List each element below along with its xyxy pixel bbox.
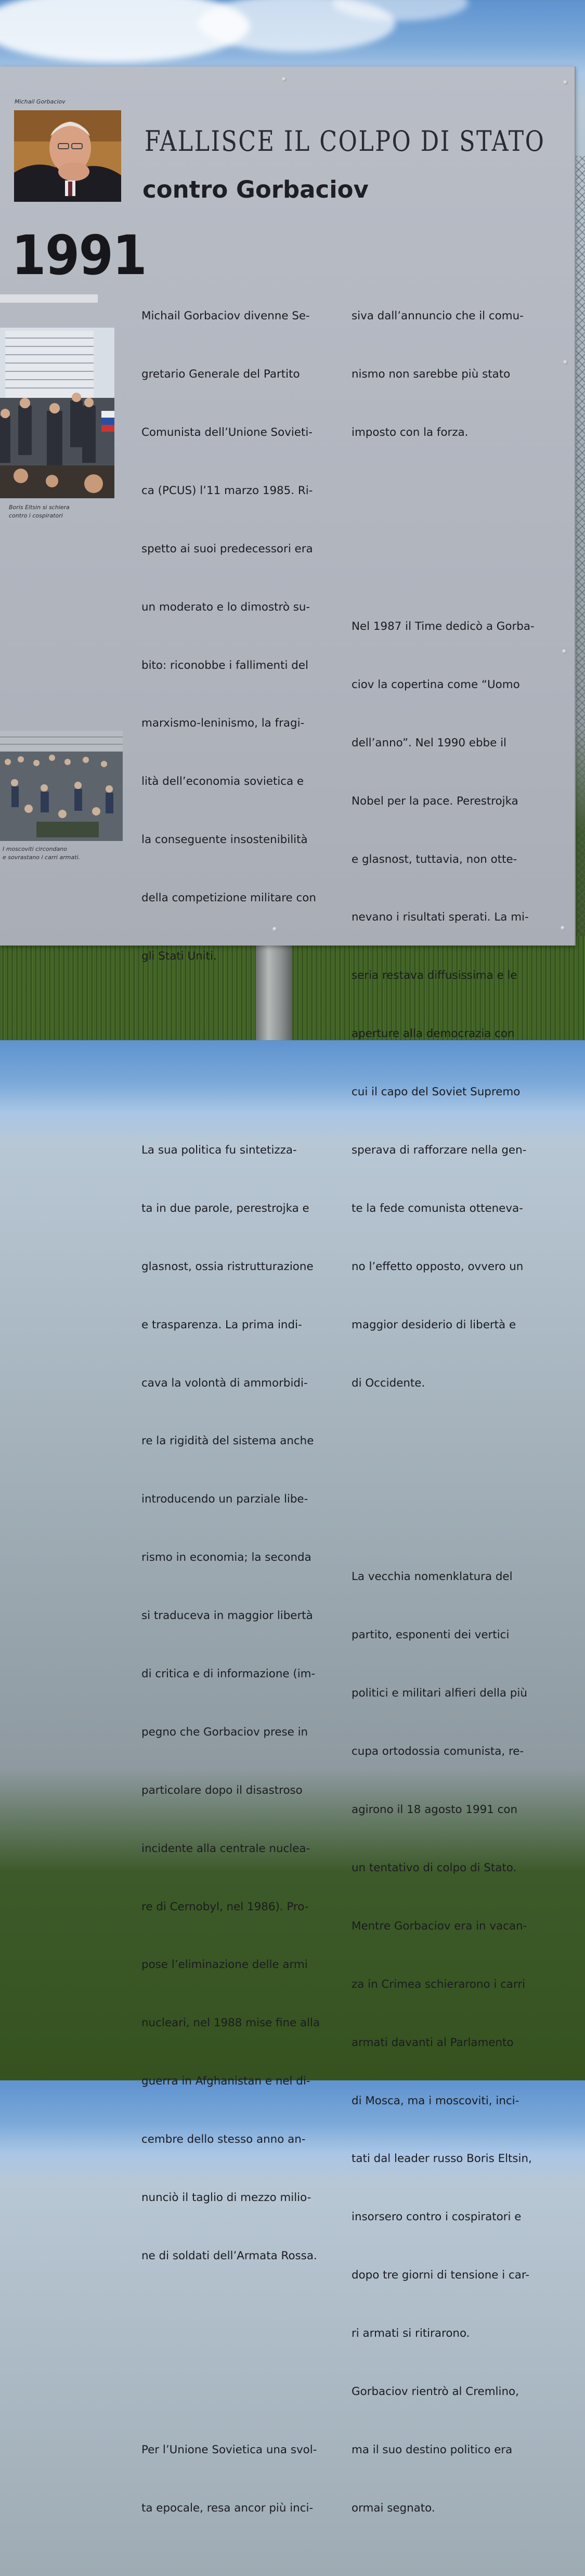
text-line: Comunista dell’Unione Sovieti- xyxy=(141,425,313,439)
photo-caption-crowd-line: I moscoviti circondano xyxy=(3,846,67,852)
text-line: La sua politica fu sintetizza- xyxy=(141,1143,297,1157)
text-line: pegno che Gorbaciov prese in xyxy=(141,1725,308,1739)
text-line: ca (PCUS) l’11 marzo 1985. Ri- xyxy=(141,484,313,497)
text-line: cava la volontà di ammorbidi- xyxy=(141,1376,308,1390)
text-line: un moderato e lo dimostrò su- xyxy=(141,600,310,614)
text-line: siva dall’annuncio che il comu- xyxy=(352,309,524,323)
text-line: lità dell’economia sovietica e xyxy=(141,775,304,788)
text-line: dell’anno”. Nel 1990 ebbe il xyxy=(352,736,506,749)
photo-eltsin-crowd xyxy=(0,328,114,498)
text-line: sperava di rafforzare nella gen- xyxy=(352,1143,527,1157)
photo-caption-eltsin-line: contro i cospiratori xyxy=(9,512,63,519)
text-line: e glasnost, tuttavia, non otte- xyxy=(352,852,517,866)
screw xyxy=(562,649,567,654)
photo-caption-eltsin-line: Boris Eltsin si schiera xyxy=(9,504,70,511)
sign-subtitle: contro Gorbaciov xyxy=(142,176,369,203)
text-line: Nel 1987 il Time dedicò a Gorba- xyxy=(352,619,535,633)
year-label: 1991 xyxy=(11,224,146,287)
text-line: ta epocale, resa ancor più inci- xyxy=(141,2501,314,2515)
text-line: Mentre Gorbaciov era in vacan- xyxy=(352,1919,527,1933)
text-line: si traduceva in maggior libertà xyxy=(141,1609,313,1623)
text-line: glasnost, ossia ristrutturazione xyxy=(141,1260,314,1273)
text-line: gretario Generale del Partito xyxy=(141,368,300,381)
text-line: gli Stati Uniti. xyxy=(141,949,217,963)
photo-caption-eltsin xyxy=(9,503,70,520)
text-line: rismo in economia; la seconda xyxy=(141,1551,311,1564)
text-line: cui il capo del Soviet Supremo xyxy=(352,1085,521,1099)
text-line: ri armati si ritirarono. xyxy=(352,2327,470,2340)
text-line: particolare dopo il disastroso xyxy=(141,1783,303,1797)
text-line: aperture alla democrazia con xyxy=(352,1027,515,1041)
screw xyxy=(282,77,287,82)
text-line: pose l’eliminazione delle armi xyxy=(141,1958,308,1972)
text-line: di Mosca, ma i moscoviti, inci- xyxy=(352,2094,519,2107)
text-line: Michail Gorbaciov divenne Se- xyxy=(141,309,310,323)
text-line: cupa ortodossia comunista, re- xyxy=(352,1745,524,1758)
text-line: incidente alla centrale nuclea- xyxy=(141,1842,310,1855)
text-line: Per l’Unione Sovietica una svol- xyxy=(141,2443,317,2456)
screw xyxy=(561,926,565,930)
text-line: ciov la copertina come “Uomo xyxy=(352,678,520,691)
text-line: za in Crimea schierarono i carri xyxy=(352,1977,526,1991)
text-line: Gorbaciov rientrò al Cremlino, xyxy=(352,2385,519,2398)
text-line: nismo non sarebbe più stato xyxy=(352,368,511,381)
paragraph xyxy=(352,1529,535,2557)
text-line: partito, esponenti dei vertici xyxy=(352,1628,510,1642)
paragraph xyxy=(141,2401,320,2556)
text-line: ne di soldati dell’Armata Rossa. xyxy=(141,2249,317,2262)
photo-caption-gorbaciov: Michail Gorbaciov xyxy=(15,98,66,105)
text-line: armati davanti al Parlamento xyxy=(352,2036,514,2049)
text-line: seria restava diffusissima e le xyxy=(352,969,517,982)
photo-crowd-on-tanks xyxy=(0,731,123,841)
text-line: di Occidente. xyxy=(352,1376,425,1390)
text-line: cembre dello stesso anno an- xyxy=(141,2133,306,2146)
screw xyxy=(563,80,568,85)
text-line: di critica e di informazione (im- xyxy=(141,1667,316,1680)
photo-caption-crowd xyxy=(3,845,80,862)
text-line: bito: riconobbe i fallimenti del xyxy=(141,658,308,672)
text-line: ta in due parole, perestrojka e xyxy=(141,1201,309,1215)
text-line: politici e militari alfieri della più xyxy=(352,1687,527,1700)
portrait-photo-gorbaciov xyxy=(14,110,121,202)
text-line: te la fede comunista otteneva- xyxy=(352,1201,523,1215)
text-line: un tentativo di colpo di Stato. xyxy=(352,1861,517,1874)
text-line: e trasparenza. La prima indi- xyxy=(141,1318,302,1331)
text-line: ma il suo destino politico era xyxy=(352,2443,513,2456)
sign-title: FALLISCE IL COLPO DI STATO xyxy=(145,125,545,158)
text-line: no l’effetto opposto, ovvero un xyxy=(352,1260,524,1273)
text-line: spetto ai suoi predecessori era xyxy=(141,542,313,555)
text-line: nunciò il taglio di mezzo milio- xyxy=(141,2191,311,2204)
text-line: La vecchia nomenklatura del xyxy=(352,1570,513,1584)
text-line: imposto con la forza. xyxy=(352,425,469,439)
text-line: maggior desiderio di libertà e xyxy=(352,1318,516,1331)
text-line: la conseguente insostenibilità xyxy=(141,833,308,847)
screw xyxy=(563,360,568,365)
text-line: introducendo un parziale libe- xyxy=(141,1493,308,1506)
text-line: nucleari, nel 1988 mise fine alla xyxy=(141,2016,320,2030)
text-line: ormai segnato. xyxy=(352,2501,435,2515)
paragraph xyxy=(352,578,535,1431)
text-line: nevano i risultati sperati. La mi- xyxy=(352,911,529,924)
text-line: re di Cernobyl, nel 1986). Pro- xyxy=(141,1900,309,1913)
text-line: tati dal leader russo Boris Eltsin, xyxy=(352,2152,532,2166)
text-line: Nobel per la pace. Perestrojka xyxy=(352,794,518,808)
photo-caption-crowd-line: e sovrastano i carri armati. xyxy=(3,854,81,861)
text-line: agirono il 18 agosto 1991 con xyxy=(352,1803,518,1817)
paragraph xyxy=(141,268,320,1005)
text-line: re la rigidità del sistema anche xyxy=(141,1434,314,1448)
text-line: guerra in Afghanistan e nel di- xyxy=(141,2075,310,2088)
text-line: della competizione militare con xyxy=(141,891,316,905)
text-line: dopo tre giorni di tensione i car- xyxy=(352,2269,529,2282)
text-column-right xyxy=(352,229,535,2576)
text-column-left xyxy=(141,229,320,2576)
paragraph xyxy=(141,1102,320,2304)
text-line: insorsero contro i cospiratori e xyxy=(352,2210,522,2224)
text-line: marxismo-leninismo, la fragi- xyxy=(141,717,305,730)
year-underline-bar xyxy=(0,294,98,303)
paragraph xyxy=(352,268,535,481)
